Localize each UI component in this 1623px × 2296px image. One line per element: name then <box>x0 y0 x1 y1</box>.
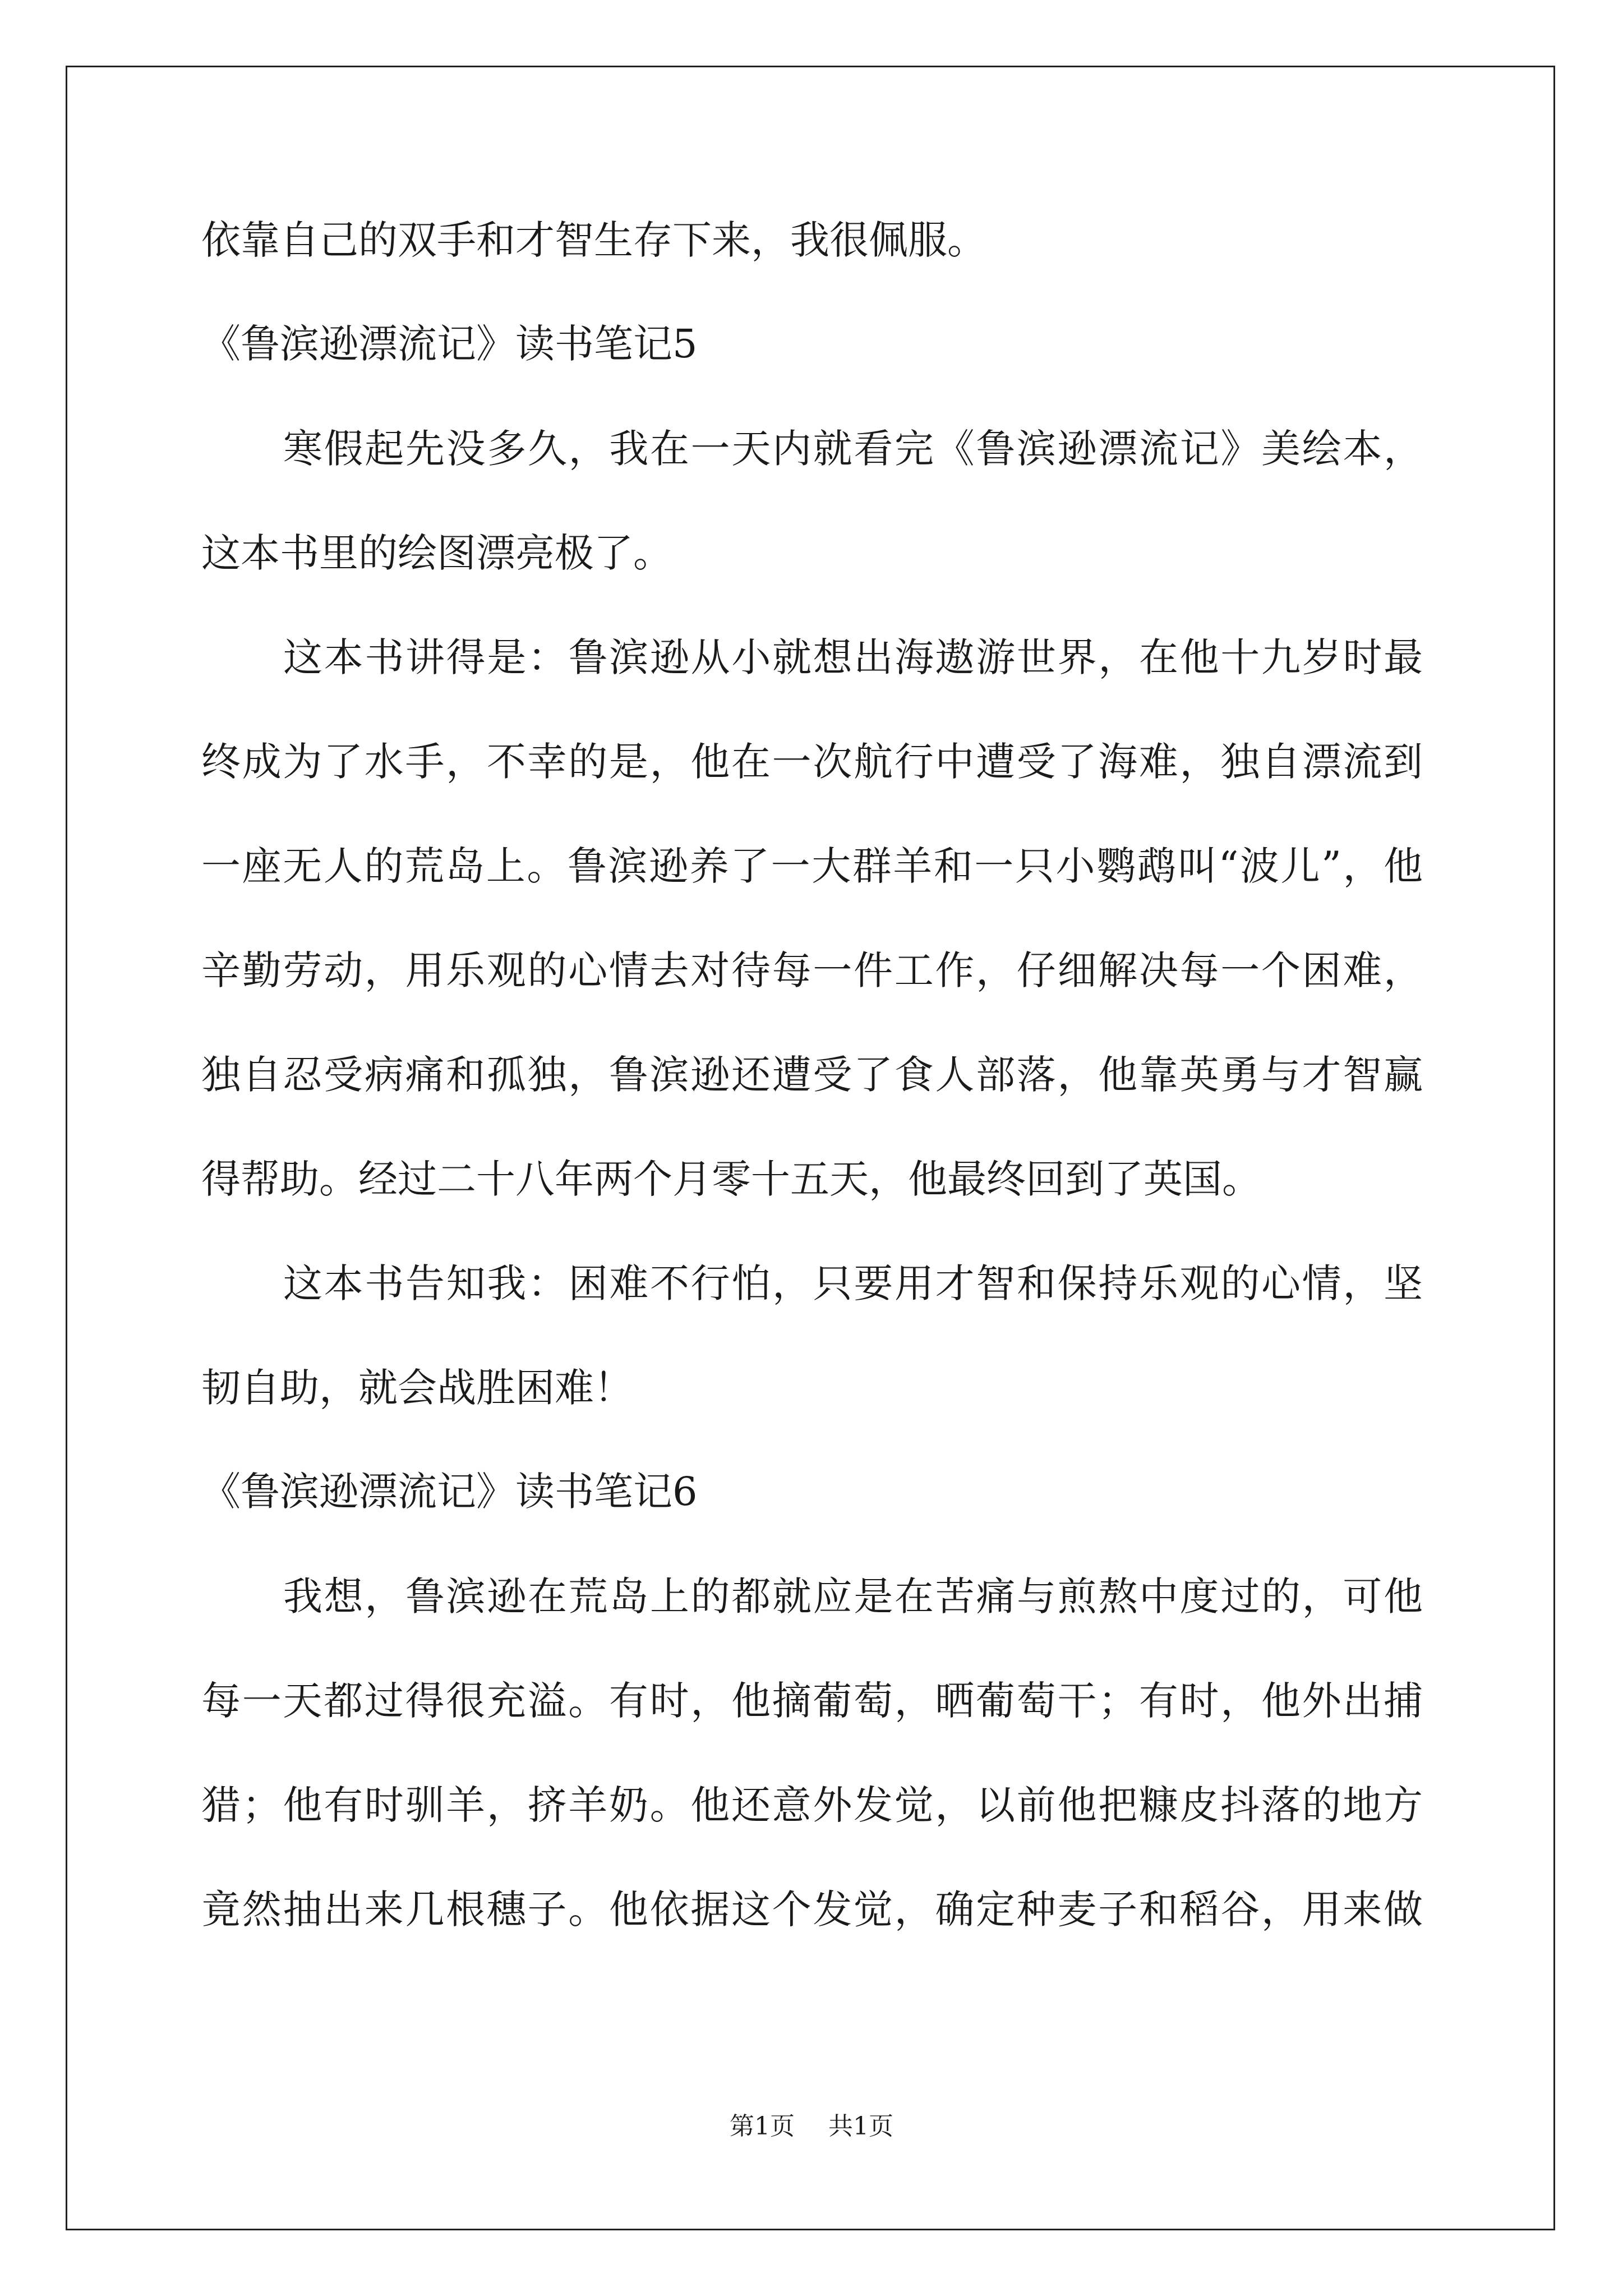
body-line: 得帮助。经过二十八年两个月零十五天，他最终回到了英国。 <box>201 1156 1261 1202</box>
page-footer <box>0 2111 1623 2142</box>
body-line: 竟然抽出来几根穗子。他依据这个发觉，确定种麦子和稻谷，用来做 <box>201 1887 1423 1932</box>
body-line: 这本书里的绘图漂亮极了。 <box>201 530 672 576</box>
body-line-paragraph-start: 这本书讲得是：鲁滨逊从小就想出海遨游世界，在他十九岁时最 <box>283 634 1423 680</box>
section-heading-5: 《鲁滨逊漂流记》读书笔记5 <box>201 321 698 367</box>
page-number-total: 共1页 <box>828 2112 893 2141</box>
body-line-paragraph-start: 我想，鲁滨逊在荒岛上的都就应是在苦痛与煎熬中度过的，可他 <box>283 1573 1423 1619</box>
body-line-paragraph-start: 这本书告知我：困难不行怕，只要用才智和保持乐观的心情，坚 <box>283 1260 1423 1306</box>
body-line: 独自忍受病痛和孤独，鲁滨逊还遭受了食人部落，他靠英勇与才智赢 <box>201 1052 1423 1098</box>
body-line: 猎；他有时驯羊，挤羊奶。他还意外发觉，以前他把糠皮抖落的地方 <box>201 1782 1423 1828</box>
body-line: 终成为了水手，不幸的是，他在一次航行中遭受了海难，独自漂流到 <box>201 739 1423 785</box>
body-line: 一座无人的荒岛上。鲁滨逊养了一大群羊和一只小鹦鹉叫“波儿”，他 <box>201 843 1423 889</box>
body-line: 每一天都过得很充溢。有时，他摘葡萄，晒葡萄干；有时，他外出捕 <box>201 1678 1423 1724</box>
body-line-1: 依靠自己的双手和才智生存下来，我很佩服。 <box>201 217 986 263</box>
section-heading-6: 《鲁滨逊漂流记》读书笔记6 <box>201 1469 698 1515</box>
page-number-current: 第1页 <box>730 2112 795 2141</box>
body-line-paragraph-start: 寒假起先没多久，我在一天内就看完《鲁滨逊漂流记》美绘本， <box>283 426 1423 472</box>
body-line: 辛勤劳动，用乐观的心情去对待每一件工作，仔细解决每一个困难， <box>201 947 1423 993</box>
body-line: 韧自助，就会战胜困难！ <box>201 1365 633 1411</box>
